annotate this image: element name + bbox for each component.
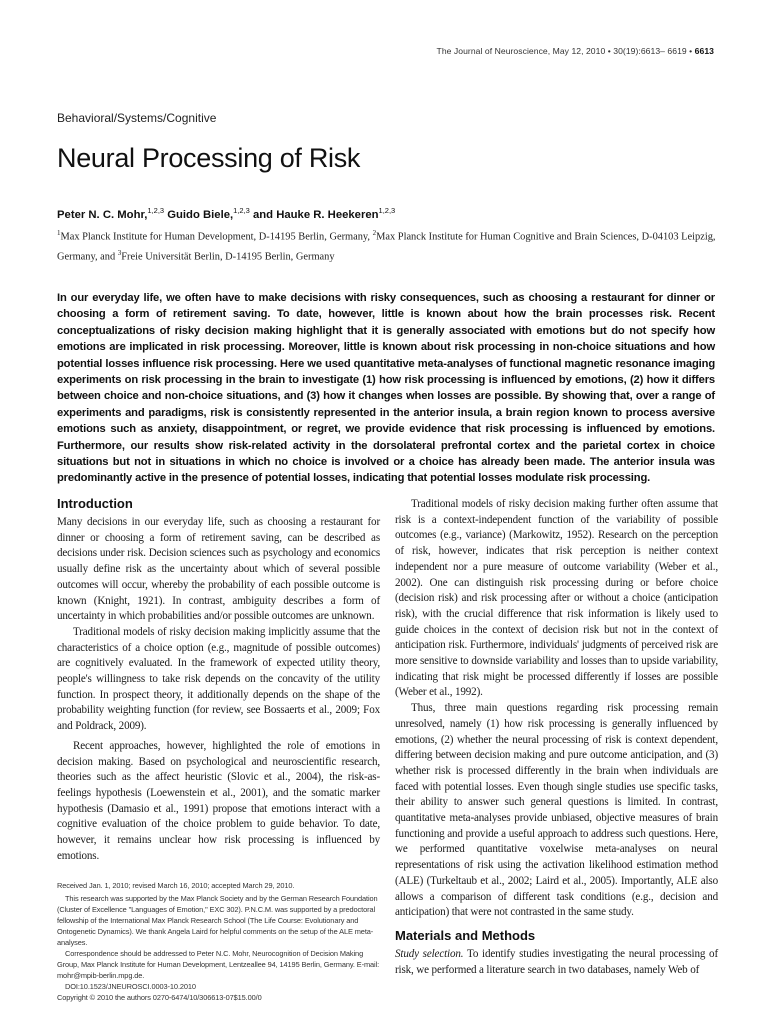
- section-label: Behavioral/Systems/Cognitive: [57, 111, 217, 125]
- paragraph: [395, 947, 718, 978]
- author-affiliation-marker: 1,2,3: [233, 206, 250, 215]
- running-head: The Journal of Neuroscience, May 12, 2010 • 30(19):6613– 6619 • 6613: [436, 46, 714, 56]
- affiliation-text: Max Planck Institute for Human Development, D-14195 Berlin, Germany,: [60, 231, 373, 243]
- affiliation-text: Freie Universität Berlin, D-14195 Berlin, Germany: [121, 251, 335, 263]
- paragraph: Thus, three main questions regarding risk processing remain unresolved, namely (1) how risk processing is generally influenced by emotions, (2) whether the neural processing of risk is context dependent, differing between decision making and pure outcome anticipation, and (3) whether risk is processed differently in the brain when individuals are faced with potential losses. Even though single studies use specific tasks, their ability to answer such general questions is limited. In contrast, quantitative meta-analyses provide unbiased, objective measures of brain functioning and provide a useful approach to address such questions. Here, we performed quantitative voxelwise meta-analyses on neural representations of risk using the activation likelihood estimation method (ALE) (Turkeltaub et al., 2002; Laird et al., 2005). Importantly, ALE also allows a comparison of different task conditions (e.g., decision and anticipation) that were not contrasted in the same study.: [395, 702, 718, 919]
- paragraph: Traditional models of risky decision making implicitly assume that the characteristics of a choice option (e.g., magnitude of possible outcomes) are cognitively evaluated. In the framework of expected utility theory, people's willingness to take risk depends on the concavity of the utility function. In prospect theory, it additionally depends on the shape of the probability weighting function (for review, see Bossaerts et al., 2009; Fox and Poldrack, 2009).: [57, 625, 380, 733]
- study-selection-runin: Study selection.: [395, 947, 464, 960]
- volume-pages: 30(19):6613– 6619: [613, 46, 687, 56]
- affiliation-marker: 1: [57, 229, 61, 237]
- author-affiliation-marker: 1,2,3: [147, 206, 165, 215]
- received-dates: Received Jan. 1, 2010; revised March 16, 2010; accepted March 29, 2010.: [57, 881, 295, 890]
- journal-citation: The Journal of Neuroscience, May 12, 2010: [436, 46, 606, 56]
- right-column: [395, 497, 718, 978]
- author-name: Guido Biele,: [167, 208, 234, 221]
- affiliations: [57, 225, 719, 266]
- left-column: [57, 496, 380, 864]
- paragraph: Recent approaches, however, highlighted the role of emotions in decision making. Based on psychological and neuroscientific research, theories such as the affect heuristic (Slovic et al., 2004), the risk-as-feelings hypothesis (Loewenstein et al., 2001), and the somatic marker hypothesis (Damasio et al., 1991) propose that emotions interact with a cognitive evaluation of the choice problem to guide behavior. To date, however, it remains unclear how risk processing is influenced by emotions.: [57, 739, 380, 862]
- author-list: [57, 206, 395, 221]
- paragraph: Many decisions in our everyday life, such as choosing a restaurant for dinner or choosing a form of retirement saving, can be described as decisions under risk. Decision sciences such as psychology and economics usually define risk as the uncertainty about which of several possible outcomes will occur, whereby the probability of each possible outcome is known (Knight, 1921). In contrast, ambiguity describes a form of uncertainty in which probabilities and/or possible outcomes are unknown.: [57, 516, 380, 623]
- footnotes: [57, 880, 380, 1003]
- paragraph: Traditional models of risky decision making further often assume that risk is a context-independent function of the variability of possible outcomes (e.g., variance) (Markowitz, 1952). Research on the perception of risk, however, indicates that risk perception is neither context independent nor a pure measure of outcome variability (Weber et al., 2002). One can distinguish risk processing during or before choice (decision risk) and risk processing after or without a choice (anticipation risk), with the crucial difference that risk information is likely used to guide choices in the context of decision risk but not in the context of anticipation risk. Furthermore, individuals' judgments of perceived risk are more sensitive to downside variability and losses than to upside variability, indicating that risk might be processed differently if losses are possible (Weber et al., 1992).: [395, 498, 718, 699]
- abstract: In our everyday life, we often have to make decisions with risky consequences, such as choosing a restaurant for dinner or choosing a form of retirement saving. To date, however, little is known about how the brain processes risk. Recent conceptualizations of risky decision making highlight that it is generally associated with emotions but do not specify how emotions are implicated in risk processing. Moreover, little is known about risk processing in non-choice situations and how potential losses influence risk processing. Here we used quantitative meta-analyses of functional magnetic resonance imaging experiments on risk processing in the brain to investigate (1) how risk processing is influenced by emotions, (2) how it differs between choice and non-choice situations, and (3) how it changes when losses are possible. By showing that, over a range of experiments and paradigms, risk is consistently represented in the anterior insula, a brain region known to process aversive emotions such as anxiety, disappointment, or regret, we provide evidence that risk processing is influenced by emotions. Furthermore, our results show risk-related activity in the dorsolateral prefrontal cortex and the parietal cortex in choice situations but not in situations in which no choice is involved or a choice has already been made. The anterior insula was predominantly active in the presence of potential losses, indicating that potential losses modulate risk processing.: [57, 292, 715, 485]
- introduction-heading: Introduction: [57, 496, 133, 511]
- article-title: Neural Processing of Risk: [57, 143, 361, 173]
- author-name: Peter N. C. Mohr,: [57, 208, 148, 221]
- correspondence-note: Correspondence should be addressed to Peter N.C. Mohr, Neurocognition of Decision Making Group, Max Planck Institute for Human Development, Lentzeallee 94, 14195 Berlin, Germany. E-mail: mohr@mpib-berlin.mpg.de.: [57, 949, 380, 980]
- affiliation-marker: 2: [372, 229, 377, 237]
- copyright: Copyright © 2010 the authors 0270-6474/10/306613-07$15.00/0: [57, 993, 262, 1002]
- study-selection-text: To identify studies investigating the neural processing of risk, we performed a literature search in two databases, namely Web of: [395, 947, 718, 976]
- author-affiliation-marker: 1,2,3: [378, 206, 396, 215]
- materials-methods-heading: Materials and Methods: [395, 927, 536, 943]
- page-number: 6613: [694, 46, 714, 56]
- doi: DOI:10.1523/JNEUROSCI.0003-10.2010: [65, 982, 196, 991]
- affiliation-text: Max Planck Institute for Human Cognitive and Brain Sciences, D-04103 Leipzig, Germany, and: [57, 231, 716, 263]
- author-name: and Hauke R. Heekeren: [252, 208, 379, 221]
- affiliation-marker: 3: [117, 249, 122, 258]
- funding-note: This research was supported by the Max Planck Society and by the German Research Foundation (Cluster of Excellence "Languages of Emotion," EXC 302). P.N.C.M. was supported by a predoctoral fellowship of the International Max Planck Research School (The Life Course: Evolutionary and Ontogenetic Dynamics). We thank Angela Laird for helpful comments on the setup of the ALE meta-analyses.: [57, 894, 378, 947]
